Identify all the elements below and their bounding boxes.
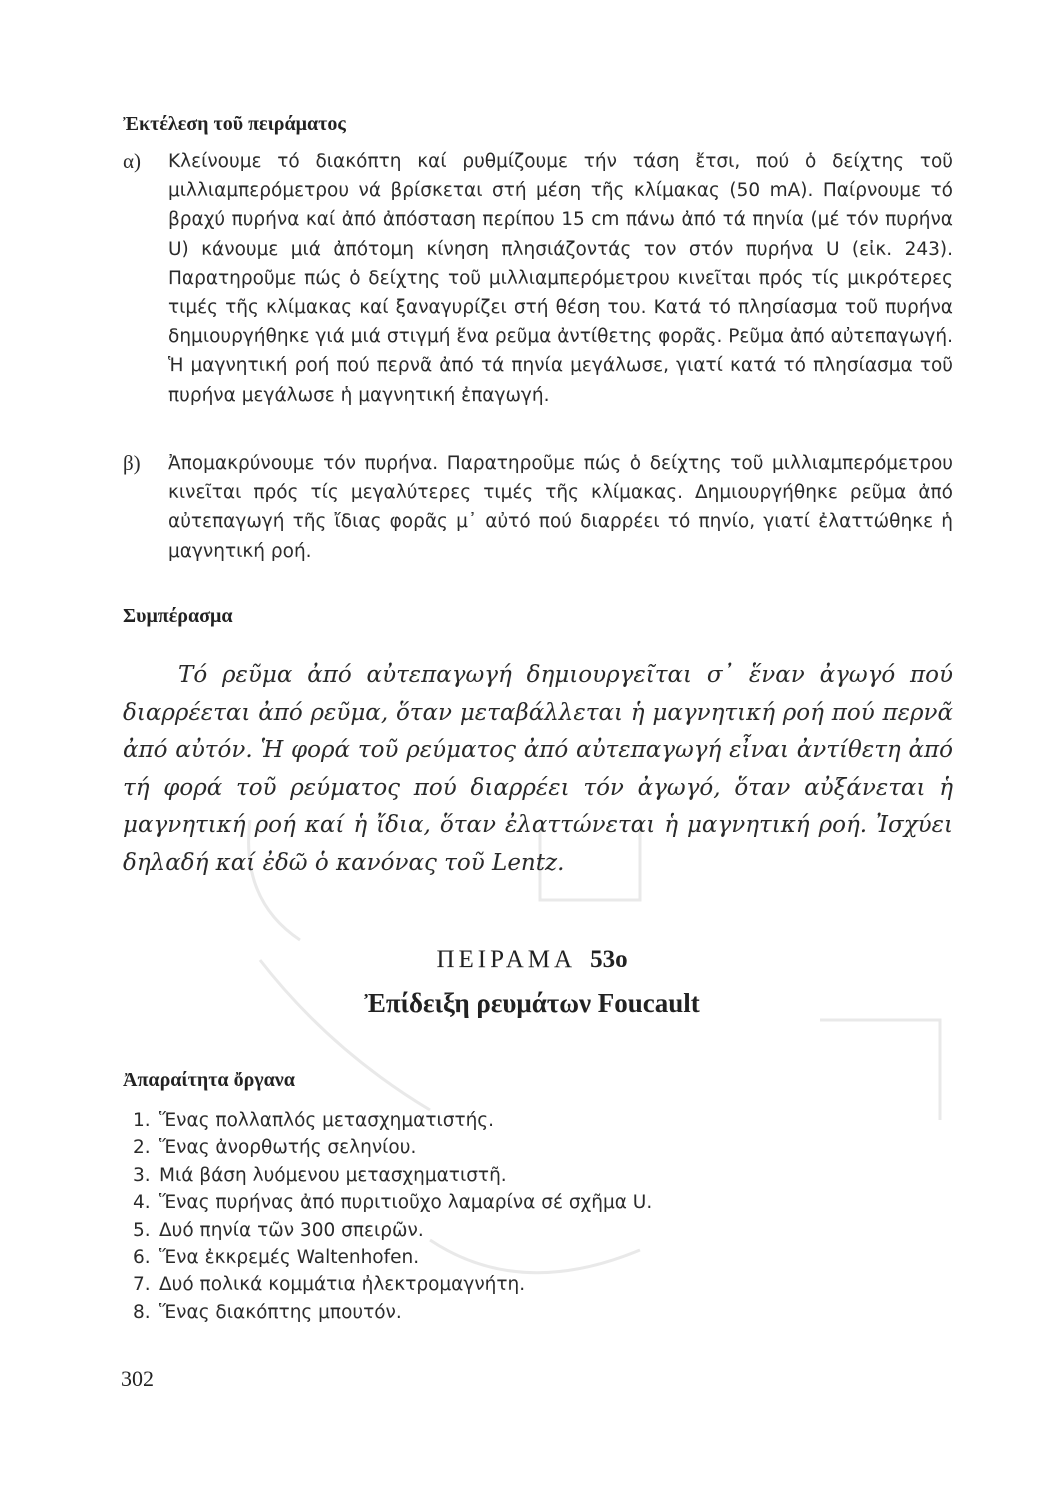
step-b-text: Ἀπομακρύνουμε τόν πυρήνα. Παρατηροῦμε πώς ὁ δείχτης τοῦ μιλλιαμπερόμετρου κινεῖται πρός τίς μεγαλύτερες τιμές τῆς κλίμακας. Δημιουργήθηκε ρεῦμα ἀπό αὐτεπαγωγή τῆς ἴδιας φορᾶς μ᾽ αὐτό πού διαρρέει τό πηνίο, γιατί ἐλαττώθηκε ἡ μαγνητική ροή. bbox=[168, 453, 953, 562]
instruments-list bbox=[133, 1107, 652, 1326]
list-item-number: 3. bbox=[133, 1164, 151, 1186]
experiment-number: 53ο bbox=[590, 946, 628, 973]
experiment-title bbox=[0, 946, 1064, 974]
list-item-text: Ἕνα ἐκκρεμές Waltenhofen. bbox=[159, 1247, 420, 1269]
list-item bbox=[133, 1162, 652, 1189]
list-item-number: 1. bbox=[133, 1110, 151, 1131]
list-item bbox=[133, 1134, 652, 1161]
list-item-number: 8. bbox=[133, 1301, 151, 1323]
list-item bbox=[133, 1271, 652, 1298]
list-item bbox=[133, 1244, 652, 1271]
list-item-number: 4. bbox=[133, 1192, 151, 1214]
list-item bbox=[133, 1217, 652, 1244]
list-item-number: 5. bbox=[133, 1219, 151, 1241]
list-item-text: Δυό πηνία τῶν 300 σπειρῶν. bbox=[159, 1219, 424, 1241]
conclusion-heading: Συμπέρασμα bbox=[123, 605, 233, 627]
list-item-text: Ἕνας διακόπτης μπουτόν. bbox=[159, 1301, 402, 1323]
list-item bbox=[133, 1189, 652, 1216]
step-b-paragraph bbox=[123, 449, 953, 566]
step-a-paragraph bbox=[123, 147, 953, 410]
list-item bbox=[133, 1299, 652, 1326]
list-item-text: Ἕνας ἀνορθωτής σεληνίου. bbox=[159, 1137, 417, 1159]
step-b-marker: β) bbox=[123, 451, 141, 475]
step-a-text: Κλείνουμε τό διακόπτη καί ρυθμίζουμε τήν τάση ἔτσι, πού ὁ δείχτης τοῦ μιλλιαμπερόμετρου νά βρίσκεται στή μέση τῆς κλίμακας (50 mA). Παίρνουμε τό βραχύ πυρήνα καί ἀπό ἀπόσταση περίπου 15 cm πάνω ἀπό τά πηνία (μέ τόν πυρήνα U) κάνουμε μιά ἀπότομη κίνηση πλησιάζοντάς τον στόν πυρήνα U (εἰκ. 243). Παρατηροῦμε πώς ὁ δείχτης τοῦ μιλλιαμπερόμετρου κινεῖται πρός τίς μικρότερες τιμές τῆς κλίμακας καί ξαναγυρίζει στή θέση του. Κατά τό πλησίασμα τοῦ πυρήνα δημιουργήθηκε γιά μιά στιγμή ἕνα ρεῦμα ἀντίθετης φορᾶς. Ρεῦμα ἀπό αὐτεπαγωγή. Ἡ μαγνητική ροή πού περνᾶ ἀπό τά πηνία μεγάλωσε, γιατί κατά τό πλησίασμα τοῦ πυρήνα μεγάλωσε ἡ μαγνητική ἐπαγωγή. bbox=[168, 151, 953, 406]
execution-heading: Ἐκτέλεση τοῦ πειράματος bbox=[123, 113, 346, 135]
experiment-subtitle: Ἐπίδειξη ρευμάτων Foucault bbox=[364, 988, 700, 1018]
list-item-text: Ἕνας πολλαπλός μετασχηματιστής. bbox=[159, 1110, 495, 1131]
experiment-title-word: ΠΕΙΡΑΜΑ bbox=[436, 946, 577, 973]
page-number: 302 bbox=[121, 1366, 154, 1391]
list-item-number: 7. bbox=[133, 1274, 151, 1296]
list-item-number: 2. bbox=[133, 1137, 151, 1159]
list-item-text: Ἕνας πυρήνας ἀπό πυριτιοῦχο λαμαρίνα σέ σχῆμα U. bbox=[159, 1192, 653, 1214]
list-item-number: 6. bbox=[133, 1247, 151, 1269]
conclusion-text: Τό ρεῦμα ἀπό αὐτεπαγωγή δημιουργεῖται σ᾽ ἕναν ἀγωγό πού διαρρέεται ἀπό ρεῦμα, ὅταν μεταβάλλεται ἡ μαγνητική ροή πού περνᾶ ἀπό αὐτόν. Ἡ φορά τοῦ ρεύματος ἀπό αὐτεπαγωγή εἶναι ἀντίθετη ἀπό τή φορά τοῦ ρεύματος πού διαρρέει τόν ἀγωγό, ὅταν αὐξάνεται ἡ μαγνητική ροή καί ἡ ἴδια, ὅταν ἐλαττώνεται ἡ μαγνητική ροή. Ἰσχύει δηλαδή καί ἐδῶ ὁ κανόνας τοῦ Lentz. bbox=[123, 662, 953, 876]
step-a-marker: α) bbox=[123, 149, 141, 173]
list-item-text: Μιά βάση λυόμενου μετασχηματιστῆ. bbox=[159, 1164, 507, 1186]
list-item-text: Δυό πολικά κομμάτια ἠλεκτρομαγνήτη. bbox=[159, 1274, 526, 1296]
list-item bbox=[133, 1107, 652, 1134]
instruments-heading: Ἀπαραίτητα ὄργανα bbox=[123, 1069, 295, 1091]
